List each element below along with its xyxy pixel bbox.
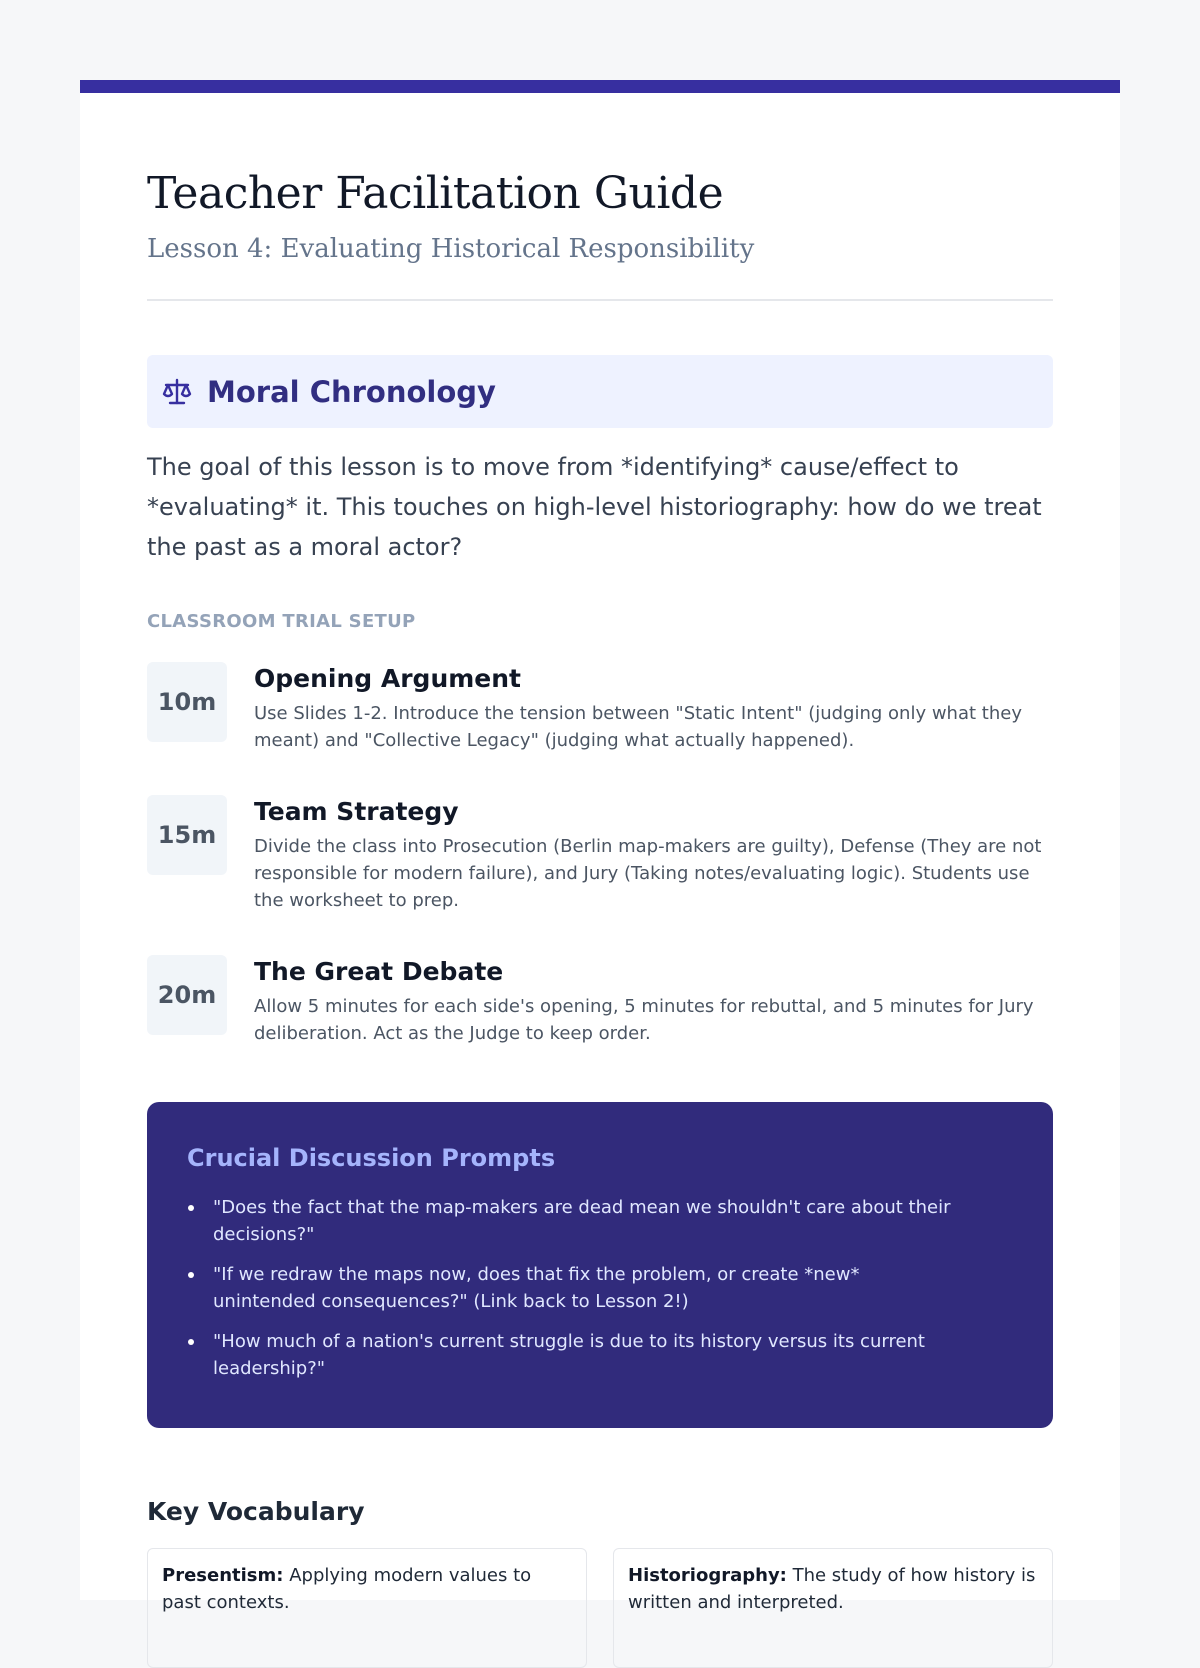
step-description: Allow 5 minutes for each side's opening, 5 minutes for rebuttal, and 5 minutes for Jury deliberation. Act as the Judge to keep order. [254, 996, 1034, 1044]
bullet-icon [188, 1205, 194, 1211]
step-title: The Great Debate [254, 957, 504, 986]
step-title: Opening Argument [254, 664, 521, 693]
step-title: Team Strategy [254, 797, 459, 826]
prompts-title: Crucial Discussion Prompts [187, 1144, 556, 1172]
prompt-text: "Does the fact that the map-makers are dead mean we shouldn't care about their decisions?" [213, 1197, 951, 1245]
list-item [187, 1194, 967, 1248]
step-duration: 15m [147, 795, 227, 875]
header-divider [147, 299, 1053, 301]
vocab-card-presentism [147, 1548, 587, 1668]
step-description: Use Slides 1-2. Introduce the tension between "Static Intent" (judging only what they meant) and "Collective Legacy" (judging what actually happened). [254, 703, 1022, 751]
bullet-icon [188, 1339, 194, 1345]
section-label: CLASSROOM TRIAL SETUP [147, 611, 416, 632]
bullet-icon [188, 1272, 194, 1278]
page-subtitle: Lesson 4: Evaluating Historical Responsibility [147, 234, 755, 264]
intro-paragraph: The goal of this lesson is to move from *identifying* cause/effect to *evaluating* it. This touches on high-level historiography: how do we treat the past as a moral actor? [147, 453, 1042, 561]
list-item [187, 1261, 967, 1315]
scale-icon [161, 376, 193, 408]
step-description: Divide the class into Prosecution (Berlin map-makers are guilty), Defense (They are not responsible for modern failure), and Jury (Taking notes/evaluating logic). Students use the worksheet to prep. [254, 836, 1042, 911]
vocabulary-grid [147, 1548, 1053, 1668]
page-title: Teacher Facilitation Guide [147, 168, 724, 219]
step-duration: 10m [147, 662, 227, 742]
list-item [187, 1328, 967, 1382]
vocab-term: Presentism: [162, 1565, 284, 1586]
theme-title: Moral Chronology [207, 374, 496, 409]
vocab-definition: Applying modern values to past contexts. [162, 1565, 532, 1613]
prompt-text: "How much of a nation's current struggle is due to its history versus its current leadership?" [213, 1331, 925, 1379]
guide-page [80, 80, 1120, 1613]
theme-banner [147, 355, 1053, 428]
step-duration: 20m [147, 955, 227, 1035]
vocabulary-heading: Key Vocabulary [147, 1497, 365, 1526]
vocab-term: Historiography: [628, 1565, 787, 1586]
vocab-definition: The study of how history is written and interpreted. [628, 1565, 1036, 1613]
discussion-prompts-box [147, 1102, 1053, 1428]
prompt-list [187, 1194, 1013, 1382]
prompt-text: "If we redraw the maps now, does that fix the problem, or create *new* unintended consequences?" (Link back to Lesson 2!) [213, 1264, 860, 1312]
vocab-card-historiography [613, 1548, 1053, 1668]
